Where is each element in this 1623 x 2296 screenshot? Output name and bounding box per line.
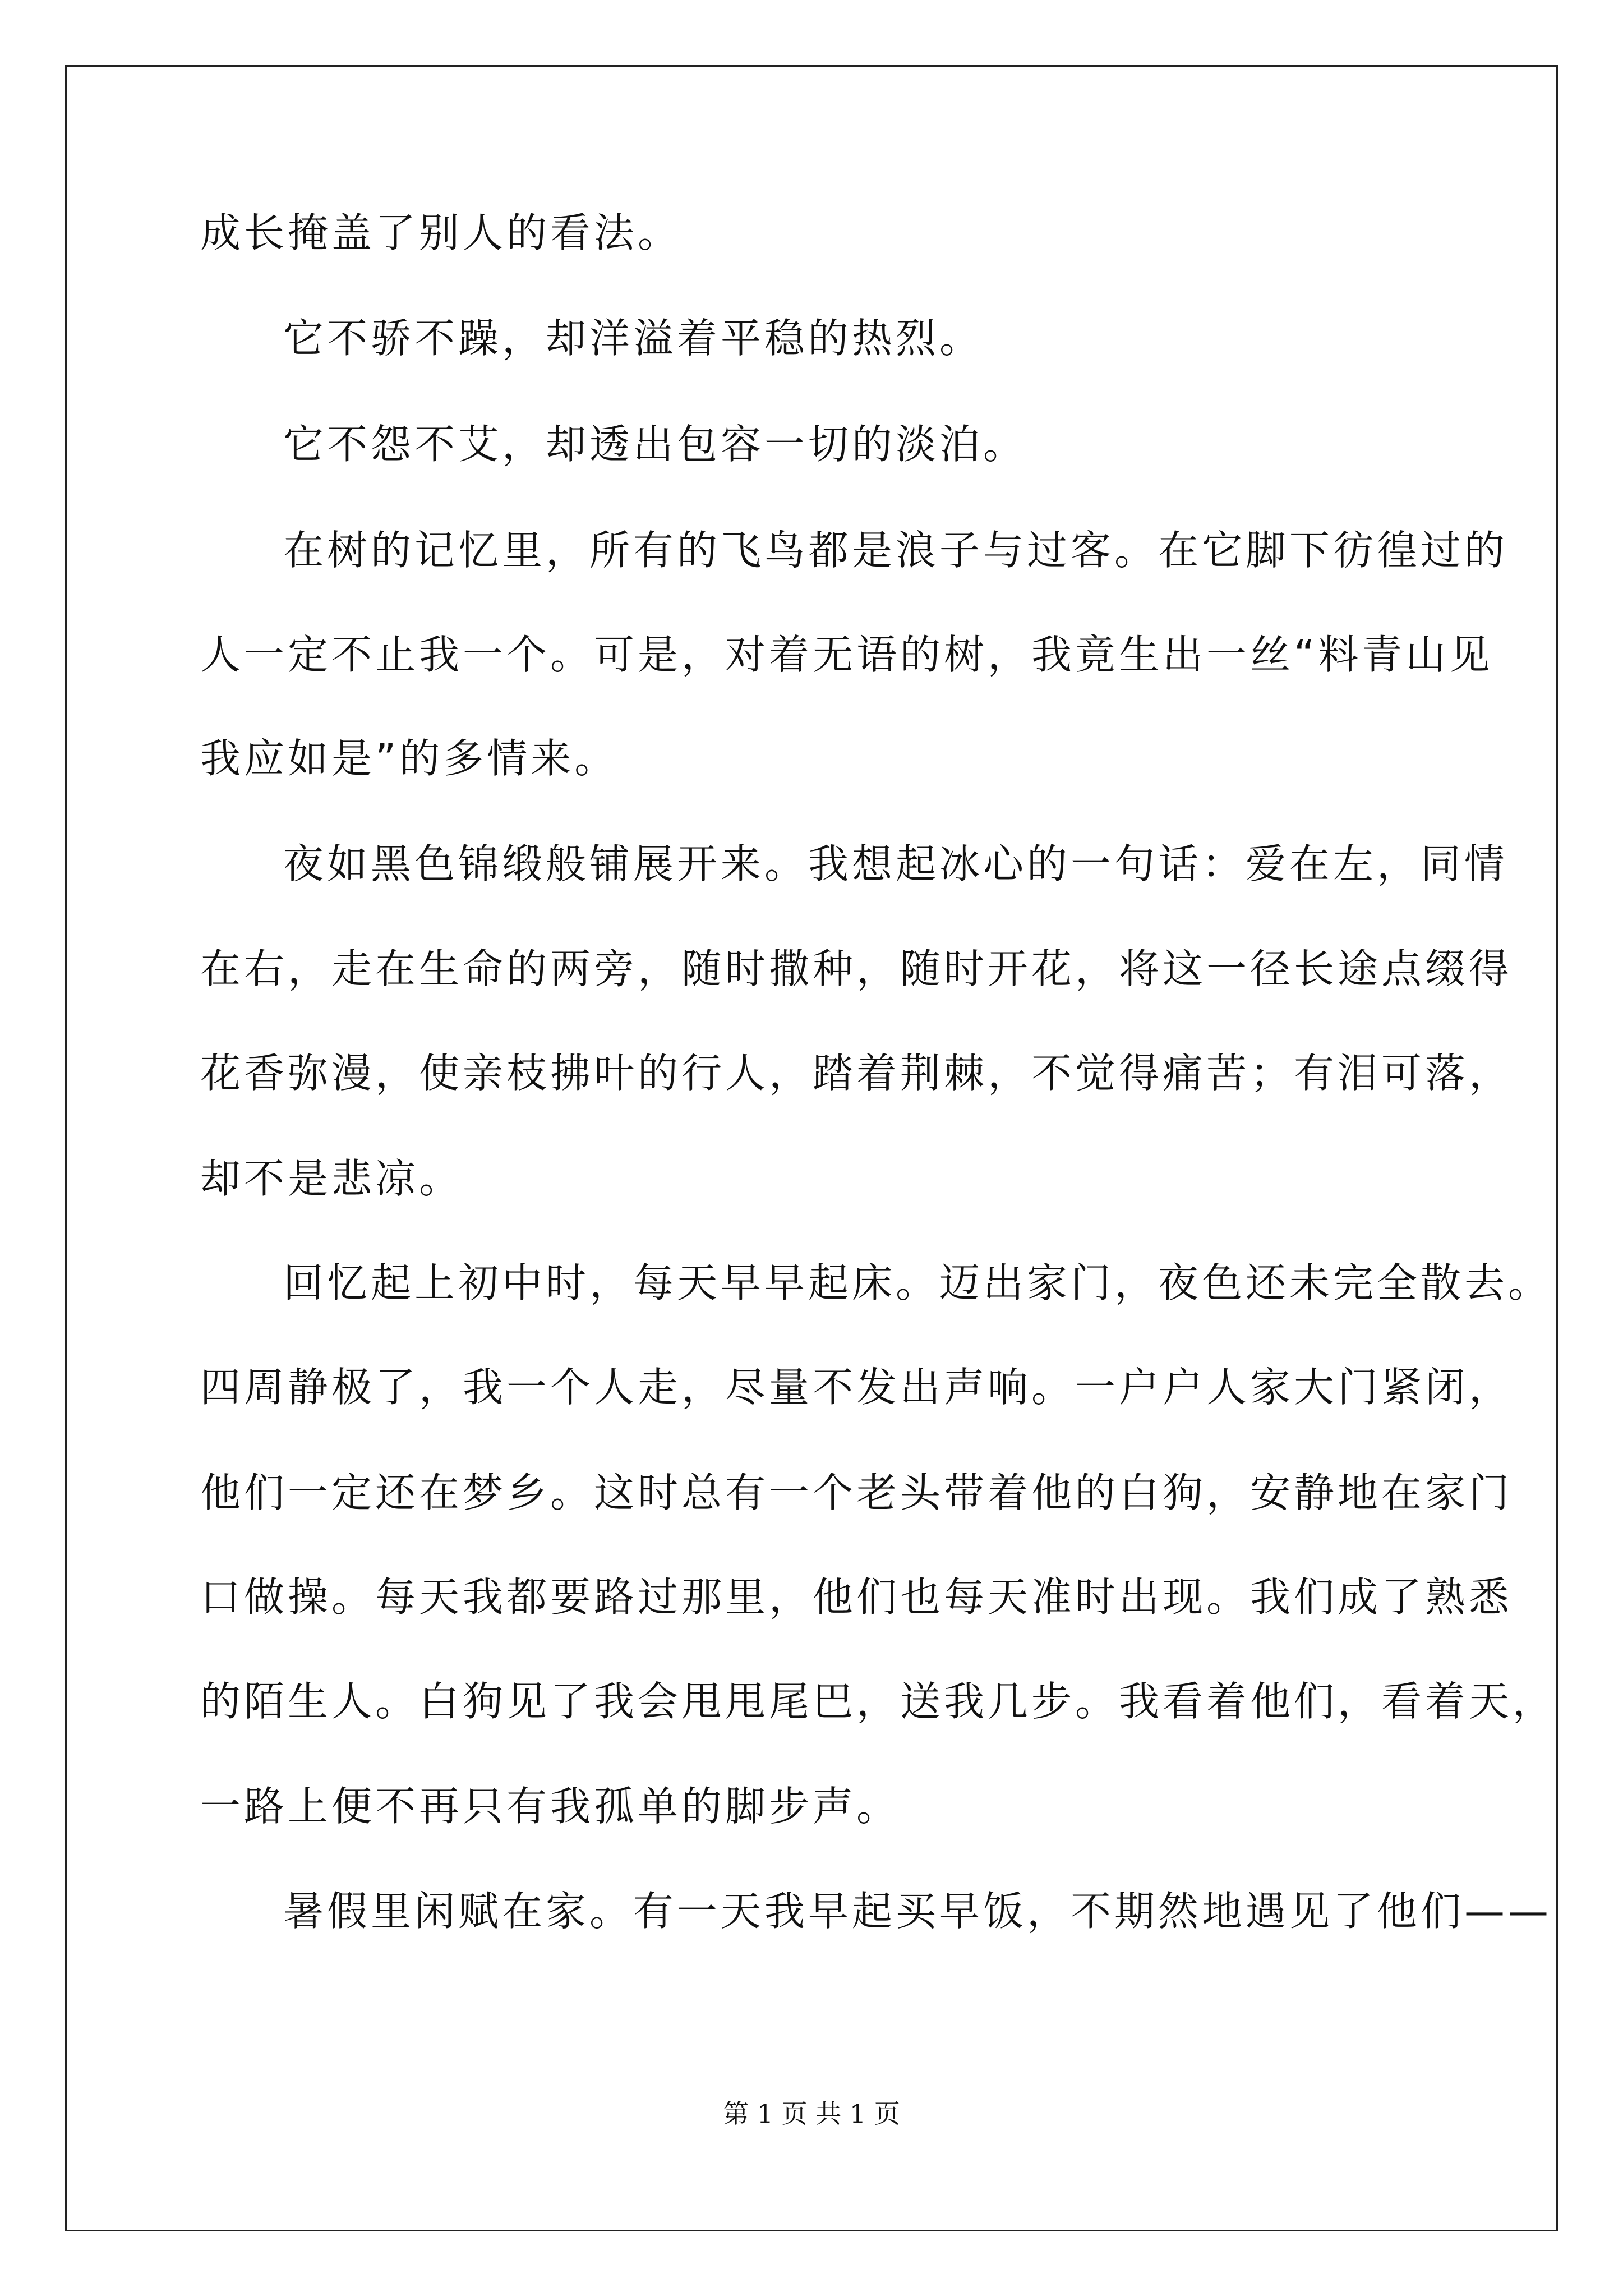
text-line: 在右，走在生命的两旁，随时撒种，随时开花，将这一径长途点缀得 — [200, 945, 1513, 992]
text-line: 却不是悲凉。 — [200, 1155, 463, 1202]
text-line: 成长掩盖了别人的看法。 — [200, 209, 682, 256]
text-line: 在树的记忆里，所有的飞鸟都是浪子与过客。在它脚下彷徨过的 — [283, 527, 1509, 574]
text-line: 他们一定还在梦乡。这时总有一个老头带着他的白狗，安静地在家门 — [200, 1469, 1513, 1516]
text-line: 夜如黑色锦缎般铺展开来。我想起冰心的一句话：爱在左，同情 — [283, 840, 1509, 887]
text-line: 的陌生人。白狗见了我会甩甩尾巴，送我几步。我看着他们，看着天， — [200, 1678, 1557, 1725]
page-number-footer: 第 1 页 共 1 页 — [723, 2099, 900, 2129]
text-line: 人一定不止我一个。可是，对着无语的树，我竟生出一丝“料青山见 — [200, 631, 1493, 678]
text-line: 回忆起上初中时，每天早早起床。迈出家门，夜色还未完全散去。 — [283, 1259, 1552, 1306]
text-line: 暑假里闲赋在家。有一天我早起买早饭，不期然地遇见了他们—— — [283, 1888, 1552, 1935]
text-line: 四周静极了，我一个人走，尽量不发出声响。一户户人家大门紧闭， — [200, 1364, 1513, 1411]
text-line: 一路上便不再只有我孤单的脚步声。 — [200, 1783, 901, 1830]
text-line: 我应如是”的多情来。 — [200, 735, 619, 782]
text-line: 它不骄不躁，却洋溢着平稳的热烈。 — [283, 315, 984, 362]
text-line: 花香弥漫，使亲枝拂叶的行人，踏着荆棘，不觉得痛苦；有泪可落， — [200, 1050, 1513, 1097]
text-line: 口做操。每天我都要路过那里，他们也每天准时出现。我们成了熟悉 — [200, 1573, 1513, 1621]
text-line: 它不怨不艾，却透出包容一切的淡泊。 — [283, 421, 1027, 468]
